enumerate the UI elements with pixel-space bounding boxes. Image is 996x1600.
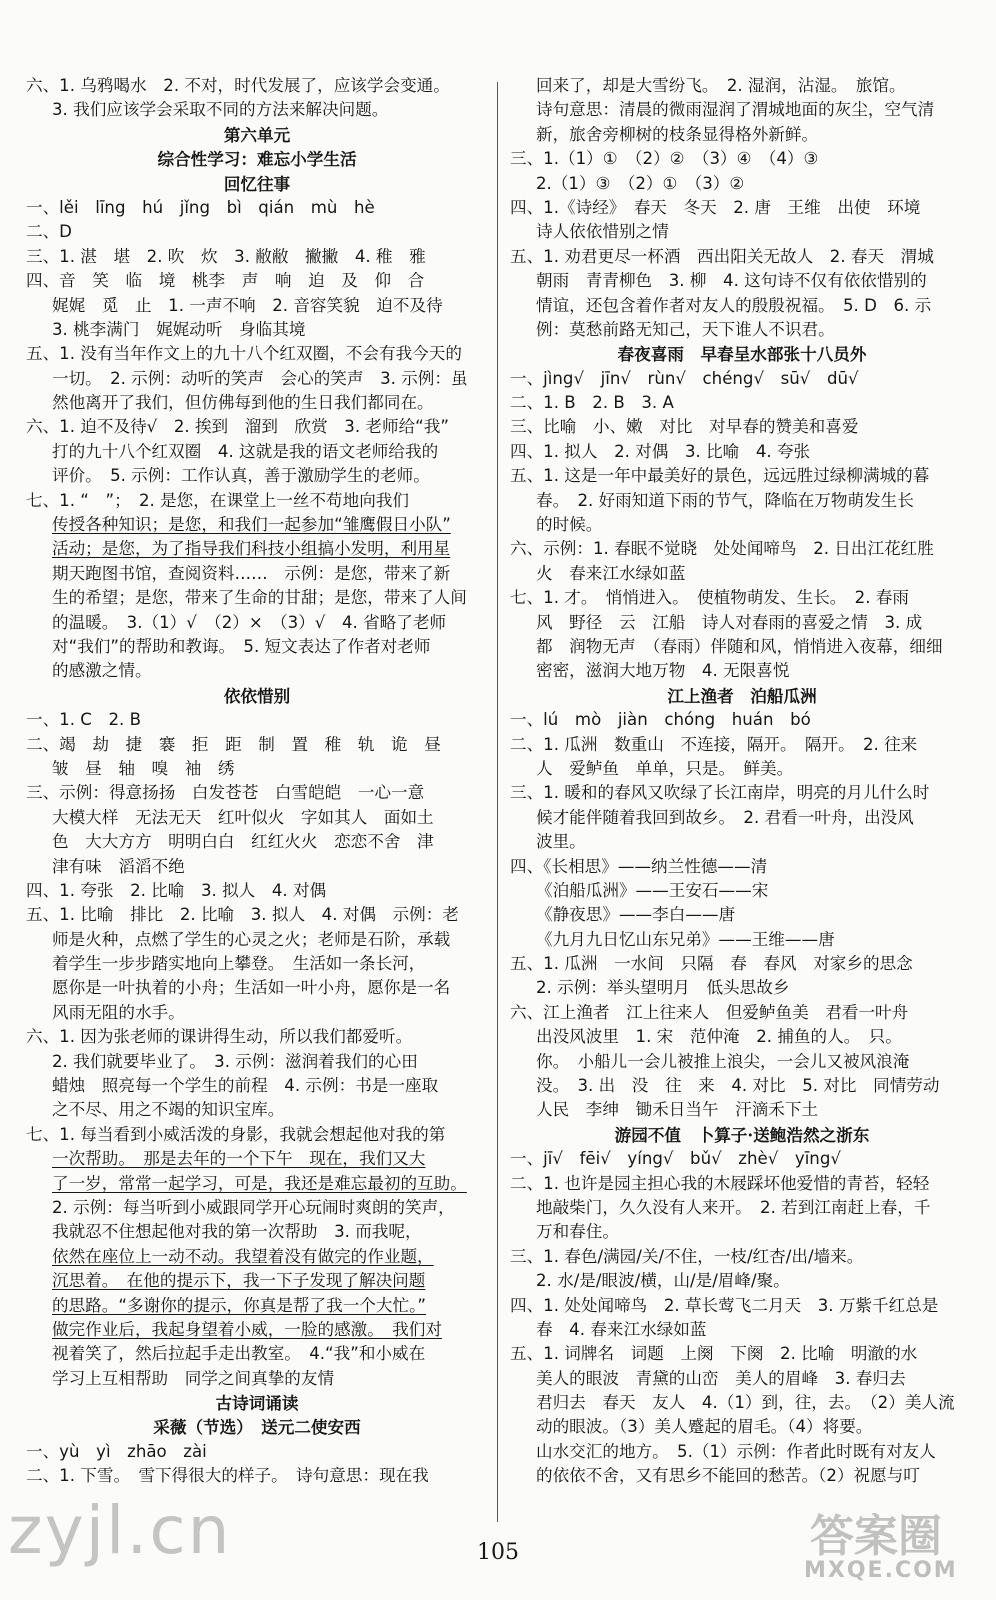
answer-line: 一、yù yì zhāo zài: [26, 1441, 207, 1461]
answer-line: 二、1. 也许是园主担心我的木屐踩坏他爱惜的青苔，轻轻: [510, 1173, 930, 1193]
watermark-zyjl: zyjl.cn: [8, 1492, 232, 1569]
answer-line: 山水交汇的地方。 5.（1）示例：作者此时既有对友人: [536, 1441, 936, 1461]
answer-line: 的感激之情。: [52, 661, 152, 681]
answer-line: 六、1. 乌鸦喝水 2. 不对，时代发展了，应该学会变通。: [26, 76, 450, 95]
answer-line: 2. 示例：每当听到小威跟同学开心玩闹时爽朗的笑声，: [52, 1197, 455, 1217]
answer-line: 三、1. 春色/满园/关/不住，一枝/红杏/出/墙来。: [510, 1246, 864, 1266]
answer-line: 做完作业后，我起身望着小威，一脸的感激。 我们对: [52, 1319, 442, 1339]
answer-line: 三、1. 湛 堪 2. 吹 炊 3. 敝敝 撇撇 4. 稚 雅: [26, 246, 426, 266]
answer-line: 《静夜思》——李白——唐: [536, 905, 736, 925]
answer-line: 一切。 2. 示例：动听的笑声 会心的笑声 3. 示例：虽: [52, 368, 468, 388]
answer-line: 出没风波里 1. 宋 范仲淹 2. 捕鱼的人。 只。: [536, 1027, 902, 1047]
answer-line: 人 爱鲈鱼 单单，只是。 鲜美。: [536, 758, 794, 778]
answer-line: 例：莫愁前路无知己，天下谁人不识君。: [536, 319, 835, 339]
answer-line: 四、《长相思》——纳兰性德——清: [510, 856, 768, 876]
answer-line: 人民 李绅 锄禾日当午 汗滴禾下土: [536, 1100, 819, 1120]
answer-line: 一、1. C 2. B: [26, 710, 141, 730]
answer-line: 二、1. 瓜洲 数重山 不连接，隔开。 隔开。 2. 往来: [510, 734, 918, 754]
answer-line: 二、竭 劫 捷 褰 拒 距 制 置 稚 轨 诡 昼: [26, 734, 441, 754]
answer-line: 三、1. 暖和的春风又吹绿了长江南岸，明亮的月儿什么时: [510, 783, 930, 803]
answer-line: 的时候。: [536, 515, 603, 535]
answer-line: 津有味 滔滔不绝: [52, 856, 185, 876]
answer-line: 五、1. 这是一年中最美好的景色，远远胜过绿柳满城的暮: [510, 466, 930, 486]
answer-line: 3. 桃李满门 娓娓动听 身临其境: [52, 319, 306, 339]
answer-line: 万和春住。: [536, 1222, 619, 1242]
answer-line: 我就忍不住想起他对我的第一次帮助 3. 而我呢，: [52, 1222, 422, 1242]
answer-line: 活动；是您，为了指导我们科技小组搞小发明，利用星: [52, 539, 451, 559]
answer-line: 回来了，却是大雪纷飞。 2. 湿润，沾湿。 旅馆。: [536, 76, 906, 95]
section-heading: 游园不值 卜算子·送鲍浩然之浙东: [614, 1124, 870, 1145]
answer-line: 3. 我们应该学会采取不同的方法来解决问题。: [52, 100, 389, 120]
answer-line: 都 润物无声 （春雨）伴随和风，悄悄进入夜幕，细细: [536, 636, 943, 656]
answer-line: 君归去 春天 友人 4.（1）到，往，去。 （2）美人流: [536, 1393, 955, 1413]
answer-line: 对“我们”的帮助和教诲。 5. 短文表达了作者对老师: [52, 636, 431, 656]
answer-line: 候才能伴随着我回到故乡。 2. 君看一叶舟，出没风: [536, 807, 914, 827]
answer-line: 着学生一步步踏实地向上攀登。 生活如一条长河，: [52, 954, 426, 974]
right-answer-column: [510, 74, 974, 1489]
answer-line: 一次帮助。 那是去年的一个下午 现在，我们又大: [52, 1149, 426, 1169]
answer-line: 你。 小船儿一会儿被推上浪尖，一会儿又被风浪淹: [536, 1051, 910, 1071]
answer-line: 之不尽、用之不竭的知识宝库。: [52, 1100, 285, 1120]
watermark-mxqe: [804, 1500, 974, 1590]
answer-line: 七、1. “ ”； 2. 是您，在课堂上一丝不苟地向我们: [26, 490, 409, 510]
answer-line: 四、音 笑 临 境 桃李 声 响 迫 及 仰 合: [26, 271, 425, 291]
answer-line: 的依依不舍，又有思乡不能回的愁苦。（2）祝愿与叮: [536, 1466, 920, 1486]
answer-line: 师是火种，点燃了学生的心灵之火；老师是石阶，承载: [52, 929, 451, 949]
page-number: 105: [477, 1540, 519, 1565]
answer-line: 三、1.（1）① （2）② （3）④ （4）③: [510, 149, 819, 169]
answer-line: 朝雨 青青柳色 3. 柳 4. 这句诗不仅有依依惜别的: [536, 271, 927, 291]
answer-line: 波里。: [536, 832, 586, 852]
section-heading: 江上渔者 泊船瓜洲: [667, 685, 817, 706]
answer-line: 风雨无阻的水手。: [52, 1002, 185, 1022]
answer-line: 新，旅舍旁柳树的枝条显得格外新鲜。: [536, 124, 819, 144]
answer-line: 五、1. 没有当年作文上的九十八个红双圈，不会有我今天的: [26, 344, 462, 364]
answer-line: 诗句意思：清晨的微雨湿润了渭城地面的灰尘，空气清: [536, 100, 935, 120]
answer-line: 动的眼波。（3）美人蹙起的眉毛。（4）将要。: [536, 1417, 873, 1437]
section-heading: 采薇（节选） 送元二使安西: [153, 1417, 361, 1438]
answer-line: 六、示例：1. 春眠不觉晓 处处闻啼鸟 2. 日出江花红胜: [510, 539, 934, 559]
answer-line: 依然在座位上一动不动。我望着没有做完的作业题，: [52, 1246, 434, 1266]
answer-line: 情谊，还包含着作者对友人的殷殷祝福。 5. D 6. 示: [536, 295, 932, 315]
answer-line: 娓娓 觅 止 1. 一声不响 2. 音容笑貌 迫不及待: [52, 295, 443, 315]
section-heading: 综合性学习：难忘小学生活: [157, 149, 357, 170]
answer-line: 《九月九日忆山东兄弟》——王维——唐: [536, 929, 835, 949]
section-heading: 回忆往事: [223, 173, 291, 194]
answer-line: 2. 我们就要毕业了。 3. 示例：滋润着我们的心田: [52, 1051, 418, 1071]
answer-line: 一、lú mò jiàn chóng huán bó: [510, 710, 811, 730]
answer-line: 2.（1）③ （2）① （3）②: [536, 173, 745, 193]
answer-line: 没。 3. 出 没 往 来 4. 对比 5. 对比 同情劳动: [536, 1076, 940, 1096]
answer-line: 七、1. 每当看到小威活泼的身影，我就会想起他对我的第: [26, 1124, 446, 1144]
answer-line: 三、比喻 小、嫩 对比 对早春的赞美和喜爱: [510, 417, 859, 437]
answer-line: 五、1. 劝君更尽一杯酒 西出阳关无故人 2. 春天 渭城: [510, 246, 934, 266]
column-divider: [497, 82, 498, 1522]
watermark-logo-text: 答案圈: [810, 1511, 942, 1562]
answer-line: 愿你是一叶执着的小舟；生活如一叶小舟，愿你是一名: [52, 978, 451, 998]
left-answer-column: [26, 74, 488, 1489]
section-heading: 古诗词诵读: [215, 1393, 299, 1414]
answer-line: 六、1. 因为张老师的课讲得生动，所以我们都爱听。: [26, 1027, 413, 1047]
answer-line: 美人的眼波 青黛的山峦 美人的眉峰 3. 春归去: [536, 1368, 906, 1388]
answer-line: 五、1. 比喻 排比 2. 比喻 3. 拟人 4. 对偶 示例：老: [26, 905, 459, 925]
answer-line: 七、1. 才。 悄悄进入。 使植物萌发、生长。 2. 春雨: [510, 588, 909, 608]
answer-line: 二、D: [26, 222, 72, 242]
answer-line: 大模大样 无法无天 红叶似火 字如其人 面如土: [52, 807, 434, 827]
answer-line: 春。 2. 好雨知道下雨的节气，降临在万物萌发生长: [536, 490, 914, 510]
answer-line: 春 4. 春来江水绿如蓝: [536, 1319, 707, 1339]
answer-line: 色 大大方方 明明白白 红红火火 恋恋不舍 津: [52, 832, 434, 852]
answer-line: 四、1.《诗经》 春天 冬天 2. 唐 王维 出使 环境: [510, 197, 921, 217]
answer-line: 学习上互相帮助 同学之间真挚的友情: [52, 1368, 335, 1388]
answer-line: 六、1. 迫不及待√ 2. 挨到 溜到 欣赏 3. 老师给“我”: [26, 417, 449, 437]
answer-line: 打的九十八个红双圈 4. 这就是我的语文老师给我的: [52, 441, 439, 461]
answer-line: 六、江上渔者 江上往来人 但爱鲈鱼美 君看一叶舟: [510, 1002, 909, 1022]
answer-line: 一、jìng√ jīn√ rùn√ chéng√ sū√ dū√: [510, 368, 859, 388]
answer-line: 二、1. B 2. B 3. A: [510, 393, 674, 413]
answer-line: 评价。 5. 示例：工作认真，善于激励学生的老师。: [52, 466, 430, 486]
answer-line: 沉思着。 在他的提示下，我一下子发现了解决问题: [52, 1271, 426, 1291]
answer-line: 四、1. 处处闻啼鸟 2. 草长莺飞二月天 3. 万紫千红总是: [510, 1295, 939, 1315]
answer-line: 一、lěi līng hú jǐng bì qián mù hè: [26, 197, 375, 217]
answer-line: 五、1. 瓜洲 一水间 只隔 春 春风 对家乡的思念: [510, 954, 913, 974]
answer-line: 地敲柴门，久久没有人来开。 2. 若到江南赶上春，千: [536, 1197, 931, 1217]
answer-line: 2. 水/是/眼波/横，山/是/眉峰/聚。: [536, 1271, 790, 1291]
answer-line: 四、1. 拟人 2. 对偶 3. 比喻 4. 夸张: [510, 441, 811, 461]
answer-line: 视着笑了，然后拉起手走出教室。 4.“我”和小威在: [52, 1344, 426, 1364]
answer-line: 期天跑图书馆，查阅资料…… 示例：是您，带来了新: [52, 563, 451, 583]
answer-line: 生的希望；是您，带来了生命的甘甜；是您，带来了人间: [52, 588, 467, 608]
answer-line: 五、1. 词牌名 词题 上阕 下阕 2. 比喻 明澈的水: [510, 1344, 918, 1364]
answer-line: 蜡烛 照亮每一个学生的前程 4. 示例：书是一座取: [52, 1076, 439, 1096]
section-heading: 第六单元: [223, 124, 291, 145]
answer-line: 了一岁，常常一起学习，可是，我还是难忘最初的互助。: [52, 1173, 467, 1193]
answer-line: 2. 示例：举头望明月 低头思故乡: [536, 978, 790, 998]
answer-line: 密密，滋润大地万物 4. 无限喜悦: [536, 661, 790, 681]
answer-line: 一、jī√ fēi√ yíng√ bǔ√ zhè√ yīng√: [510, 1149, 841, 1169]
answer-line: 四、1. 夸张 2. 比喻 3. 拟人 4. 对偶: [26, 880, 327, 900]
section-heading: 依依惜别: [223, 685, 291, 706]
section-heading: 春夜喜雨 早春呈水部张十八员外: [617, 344, 867, 365]
answer-line: 风 野径 云 江船 诗人对春雨的喜爱之情 3. 成: [536, 612, 923, 632]
answer-line: 诗人依依惜别之情: [536, 222, 669, 242]
answer-line: 然他离开了我们，但仿佛每到他的生日我们都同在。: [52, 393, 434, 413]
watermark-domain: MXQE.COM: [804, 1558, 958, 1583]
answer-line: 三、示例：得意扬扬 白发苍苍 白雪皑皑 一心一意: [26, 783, 425, 803]
answer-line: 火 春来江水绿如蓝: [536, 563, 686, 583]
answer-line: 皱 昼 轴 嗅 袖 绣: [52, 758, 235, 778]
answer-line: 传授各种知识；是您，和我们一起参加“雏鹰假日小队”: [52, 515, 451, 535]
answer-line: 的思路。“多谢你的提示，你真是帮了我一个大忙。”: [52, 1295, 426, 1315]
answer-line: 二、1. 下雪。 雪下得很大的样子。 诗句意思：现在我: [26, 1466, 429, 1486]
answer-line: 《泊船瓜洲》——王安石——宋: [536, 880, 769, 900]
answer-line: 的温暖。 3.（1）√ （2）× （3）√ 4. 省略了老师: [52, 612, 447, 632]
